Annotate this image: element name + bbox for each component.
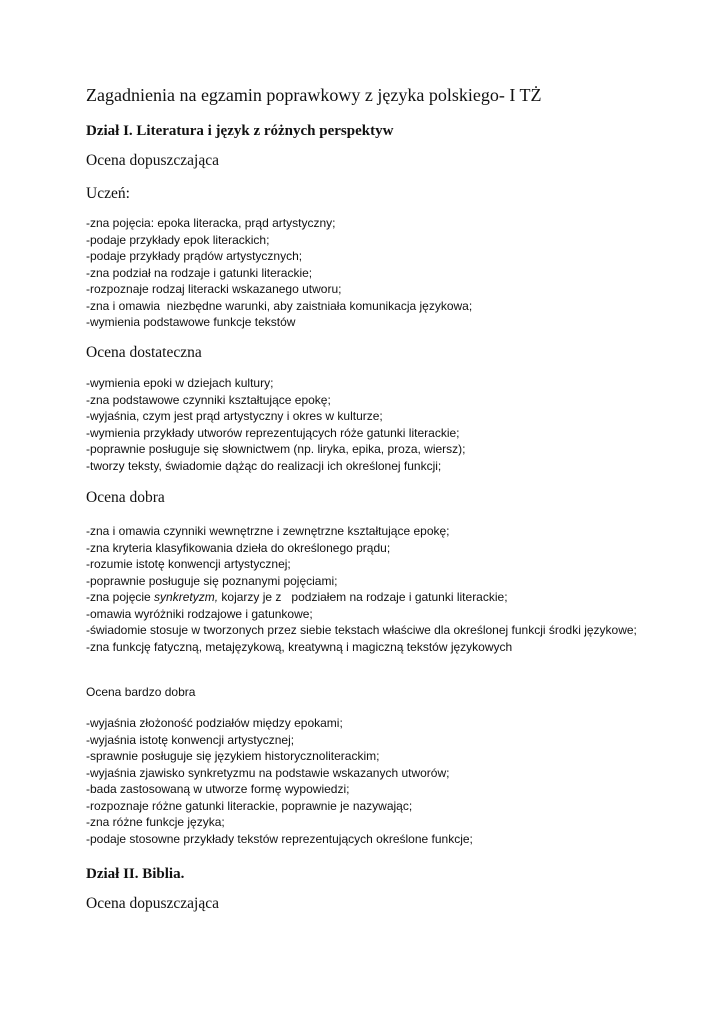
list-item: -rozumie istotę konwencji artystycznej; [86, 557, 291, 571]
student-intro: Uczeń: [86, 185, 130, 202]
item-text-before: -zna pojęcie [86, 590, 155, 604]
list-item: -podaje przykłady epok literackich; [86, 232, 270, 247]
grade-dopuszczajaca-heading: Ocena dopuszczająca [86, 152, 219, 169]
list-item: -zna podział na rodzaje i gatunki literackie; [86, 265, 313, 280]
list-item: -poprawnie posługuje się poznanymi pojęciami; [86, 573, 338, 588]
list-item: -zna różne funkcje języka; [86, 815, 225, 829]
item-text-emphasis: synkretyzm, [154, 590, 219, 604]
list-item: -zna i omawia czynniki wewnętrzne i zewnętrzne kształtujące epokę; [86, 524, 450, 538]
list-item: -wymienia przykłady utworów reprezentujących róże gatunki literackie; [86, 425, 460, 440]
list-item: -zna funkcję fatyczną, metajęzykową, kreatywną i magiczną tekstów językowych [86, 639, 513, 654]
list-item: -rozpoznaje różne gatunki literackie, poprawnie je nazywając; [86, 798, 413, 813]
grade-dobra-heading: Ocena dobra [86, 489, 165, 506]
list-item-synkretyzm [86, 589, 646, 606]
grade-bardzo-dobra-heading: Ocena bardzo dobra [86, 685, 196, 699]
list-item: -zna i omawia niezbędne warunki, aby zaistniała komunikacja językowa; [86, 298, 473, 313]
list-item: -podaje stosowne przykłady tekstów reprezentujących określone funkcje; [86, 831, 473, 846]
list-dostateczna [86, 375, 646, 474]
list-item: -wymienia podstawowe funkcje tekstów [86, 315, 296, 329]
list-dopuszczajaca [86, 215, 646, 331]
list-item: -poprawnie posługuje się słownictwem (np. liryka, epika, proza, wiersz); [86, 442, 466, 456]
item-text-after: kojarzy je z podziałem na rodzaje i gatunki literackie; [218, 590, 508, 604]
list-item: -świadomie stosuje w tworzonych przez siebie tekstach właściwe dla określonej funkcji środki językowe; [86, 623, 637, 637]
list-item: -wyjaśnia, czym jest prąd artystyczny i okres w kulturze; [86, 409, 383, 423]
section-1-heading: Dział I. Literatura i język z różnych perspektyw [86, 123, 394, 139]
list-item: -zna pojęcia: epoka literacka, prąd artystyczny; [86, 216, 336, 230]
list-item: -zna podstawowe czynniki kształtujące epokę; [86, 392, 331, 407]
section-2-grade-dopuszczajaca-heading: Ocena dopuszczająca [86, 895, 219, 912]
list-item: -sprawnie posługuje się językiem historycznoliterackim; [86, 749, 380, 763]
list-bardzo-dobra [86, 715, 646, 847]
list-item: -wymienia epoki w dziejach kultury; [86, 376, 274, 390]
list-item: -tworzy teksty, świadomie dążąc do realizacji ich określonej funkcji; [86, 458, 442, 473]
list-item: -bada zastosowaną w utworze formę wypowiedzi; [86, 782, 350, 796]
list-item: -omawia wyróżniki rodzajowe i gatunkowe; [86, 606, 313, 621]
document-title: Zagadnienia na egzamin poprawkowy z języka polskiego- I TŻ [86, 85, 542, 105]
list-item: -wyjaśnia zjawisko synkretyzmu na podstawie wskazanych utworów; [86, 765, 450, 780]
grade-dostateczna-heading: Ocena dostateczna [86, 344, 202, 361]
list-item: -zna kryteria klasyfikowania dzieła do określonego prądu; [86, 540, 391, 555]
list-dobra [86, 523, 646, 655]
list-item: -wyjaśnia istotę konwencji artystycznej; [86, 732, 295, 747]
list-item: -podaje przykłady prądów artystycznych; [86, 249, 303, 263]
list-item: -rozpoznaje rodzaj literacki wskazanego utworu; [86, 282, 342, 296]
list-item: -wyjaśnia złożoność podziałów między epokami; [86, 716, 343, 730]
section-2-heading: Dział II. Biblia. [86, 866, 185, 882]
